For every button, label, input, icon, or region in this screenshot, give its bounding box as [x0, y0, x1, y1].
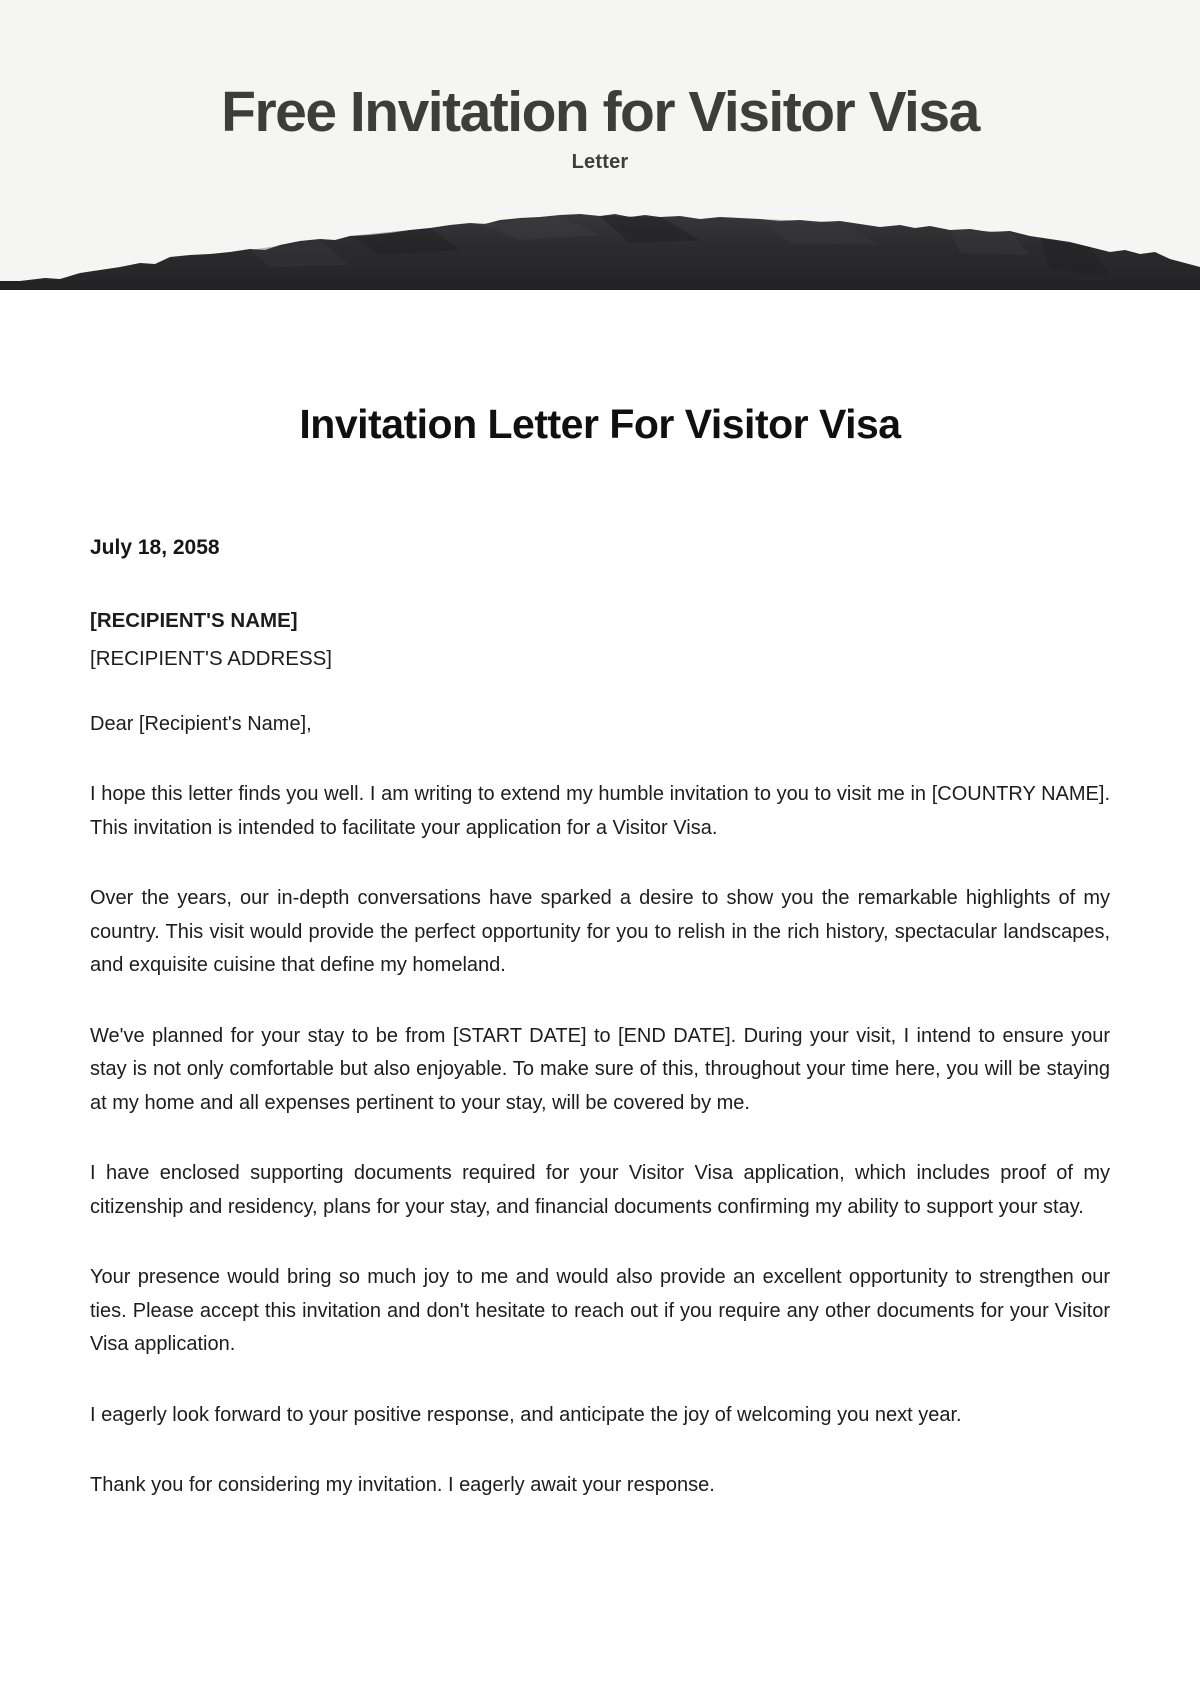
recipient-name: [RECIPIENT'S NAME] [90, 609, 298, 632]
letter-paragraph: I eagerly look forward to your positive response, and anticipate the joy of welcoming you next year. [90, 1403, 962, 1426]
letter-paragraph: I hope this letter finds you well. I am writing to extend my humble invitation to you to visit me in [COUNTRY NAME]. This invitation is intended to facilitate your application for a Visitor Visa. [90, 783, 1110, 839]
header-banner [0, 0, 1200, 290]
recipient-block [90, 602, 1110, 678]
closing-paragraph: Thank you for considering my invitation. I eagerly await your response. [90, 1474, 715, 1496]
letter-body [90, 778, 1110, 1432]
letter-title: Invitation Letter For Visitor Visa [299, 401, 901, 447]
salutation: Dear [Recipient's Name], [90, 713, 312, 735]
letter-document [0, 400, 1200, 1503]
letter-date: July 18, 2058 [90, 536, 220, 559]
letter-paragraph: Your presence would bring so much joy to me and would also provide an excellent opportunity to strengthen our ties. Please accept this invitation and don't hesitate to reach out if you require any other documents for your Visitor Visa application. [90, 1266, 1110, 1355]
header-subtitle: Letter [571, 151, 629, 173]
recipient-address: [RECIPIENT'S ADDRESS] [90, 647, 332, 670]
mountain-ridge-image [0, 205, 1200, 290]
letter-paragraph: We've planned for your stay to be from [START DATE] to [END DATE]. During your visit, I intend to ensure your stay is not only comfortable but also enjoyable. To make sure of this, throughout your time here, you will be staying at my home and all expenses pertinent to your stay, will be covered by me. [90, 1024, 1110, 1114]
header-title: Free Invitation for Visitor Visa [221, 80, 979, 144]
letter-paragraph: I have enclosed supporting documents required for your Visitor Visa application, which includes proof of my citizenship and residency, plans for your stay, and financial documents confirming my ability to support your stay. [90, 1162, 1110, 1218]
letter-paragraph: Over the years, our in-depth conversations have sparked a desire to show you the remarkable highlights of my country. This visit would provide the perfect opportunity for you to relish in the rich history, spectacular landscapes, and exquisite cuisine that define my homeland. [90, 887, 1110, 976]
